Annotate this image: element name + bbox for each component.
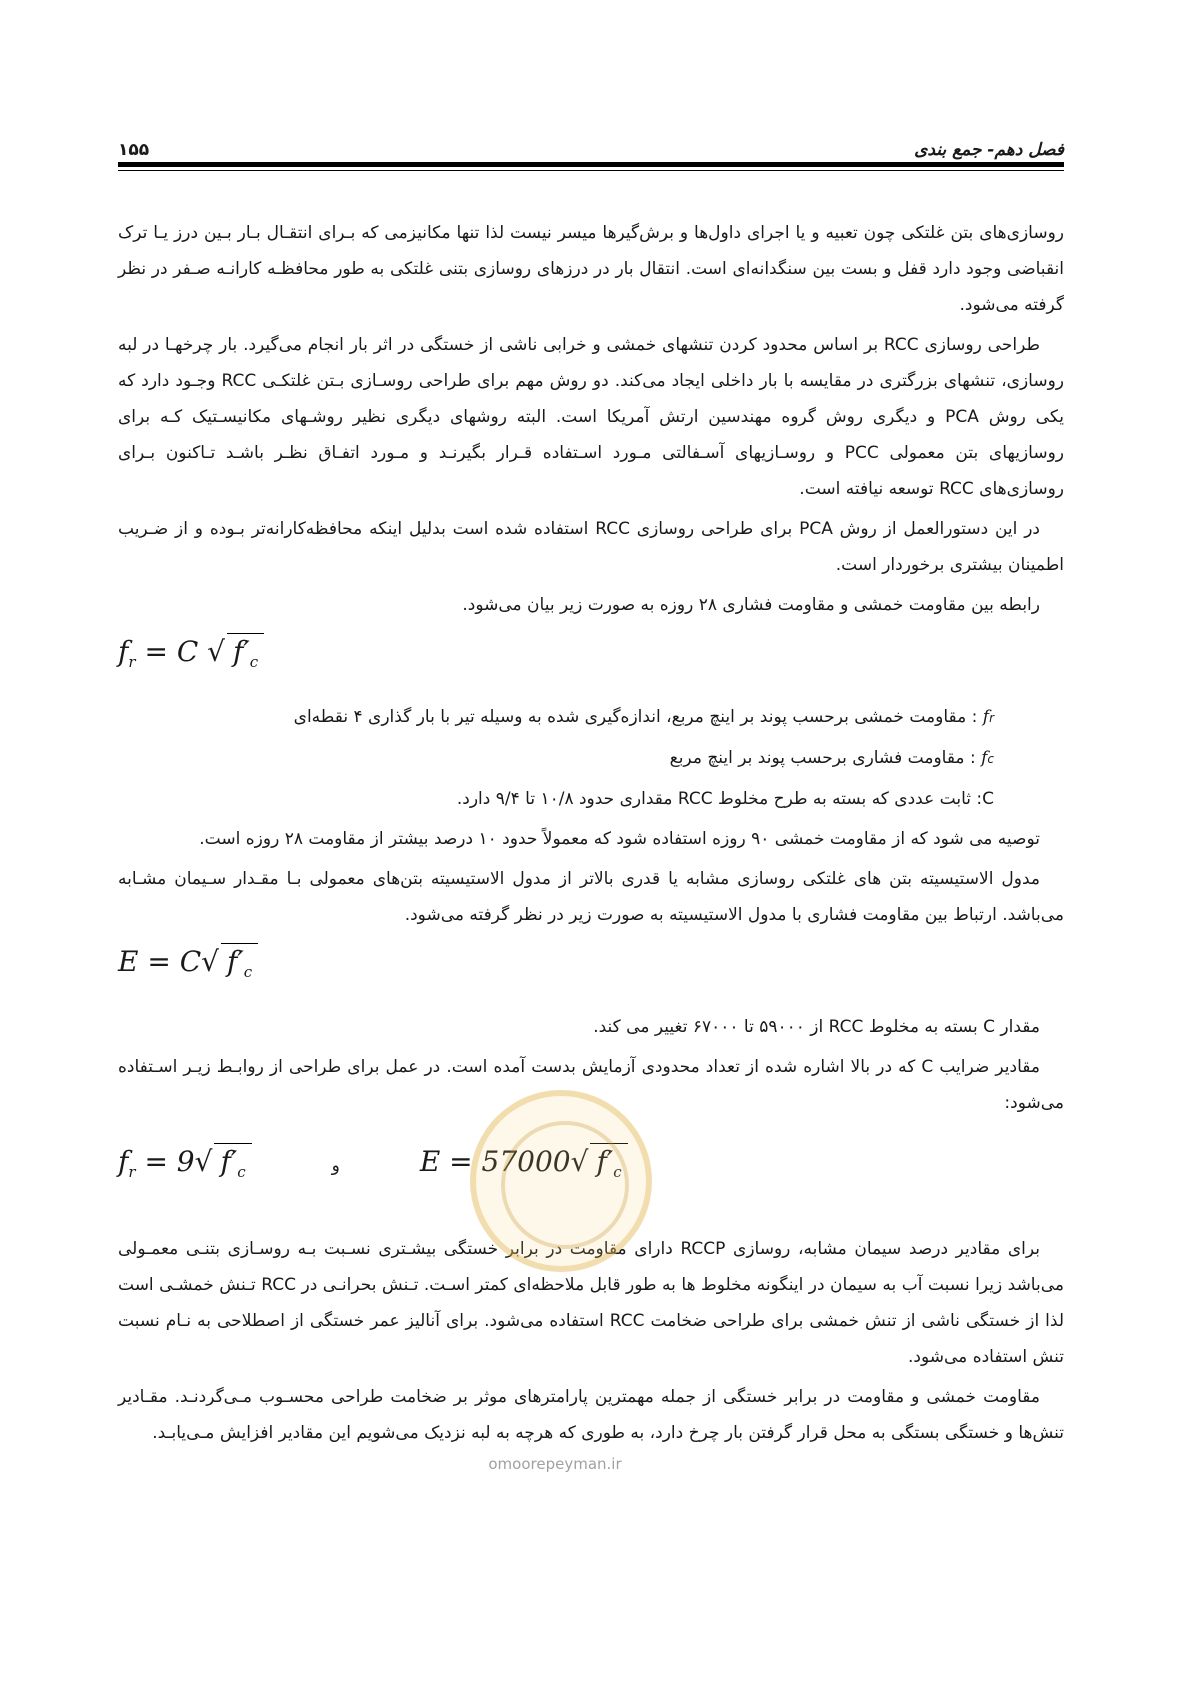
definition-c: C: ثابت عددی که بسته به طرح مخلوط RCC مقداری حدود ۱۰/۸ تا ۹/۴ دارد. <box>456 789 994 809</box>
paragraph: برای مقادیر درصد سیمان مشابه، روسازی RCCP دارای مقاومت در برابر خستگی بیشـتری نسـبت بـه روسـازی بتنـی معمـولی می‌باشد زیرا نسبت آب به سیمان در اینگونه مخلوط ها به طور قابل ملاحظه‌ای کمتر اسـت. تـنش بحرانـی در RCC تـنش خمشـی است لذا از خستگی ناشی از تنش خمشی برای طراحی ضخامت RCC استفاده می‌شود. برای آنالیز عمر خستگی از اصطلاحی به نـام نسبت تنش استفاده می‌شود. <box>118 1239 1065 1367</box>
page-body <box>118 215 1064 1455</box>
paragraph: رابطه بین مقاومت خمشی و مقاومت فشاری ۲۸ روزه به صورت زیر بیان می‌شود. <box>462 595 1040 615</box>
watermark-text: omoorepeyman.ir <box>488 1455 622 1473</box>
equation-fr-design: $f_r = 9√$ $f'_c$ <box>118 1143 252 1190</box>
header-rule-thick <box>118 162 1064 167</box>
chapter-title: فصل دهم- جمع بندی <box>914 140 1064 160</box>
definition-fc: fc : مقاومت فشاری برحسب پوند بر اینچ مربع <box>669 748 994 768</box>
equation-flexural-strength: $f_r = C$ √ $f'_c$ <box>118 633 1064 683</box>
paragraph: مقاومت خمشی و مقاومت در برابر خستگی از جمله مهمترین پارامترهای موثر بر ضخامت طراحی محسـوب مـی‌گردنـد. مقـادیر تنش‌ها و خستگی بستگی به محل قرار گرفتن بار چرخ دارد، به طوری که هرچه به لبه نزدیک می‌شویم این مقادیر افزایش مـی‌یابـد. <box>118 1387 1064 1443</box>
definition-fr: fr : مقاومت خمشی برحسب پوند بر اینچ مربع، اندازه‌گیری شده به وسیله تیر با بار گذاری ۴ نقطه‌ای <box>293 707 994 727</box>
seal-logo-icon <box>470 1090 652 1272</box>
paragraph: مقادیر ضرایب C که در بالا اشاره شده از تعداد محدودی آزمایش بدست آمده است. در عمل برای طراحی از روابـط زیـر اسـتفاده می‌شود: <box>118 1057 1064 1113</box>
header-rule-thin <box>118 170 1064 171</box>
paragraph: در این دستورالعمل از روش PCA برای طراحی روسازی RCC استفاده شده است بدلیل اینکه محافظه‌کارانه‌تر بـوده و از ضـریب اطمینان بیشتری برخوردار است. <box>118 519 1064 575</box>
paragraph: روسازی‌های بتن غلتکی چون تعبیه و یا اجرای داول‌ها و برش‌گیرها میسر نیست لذا تنها مکانیزمی که بـرای انتقـال بـار بـین درز یـا ترک انقباضی وجود دارد قفل و بست بین سنگدانه‌ای است. انتقال بار در درزهای روسازی بتنی غلتکی به طور محافظـه کارانـه صـفر در نظر گرفته می‌شود. <box>118 223 1064 315</box>
paragraph: مدول الاستیسیته بتن های غلتکی روسازی مشابه یا قدری بالاتر از مدول الاستیسیته بتن‌های معمولی بـا مقـدار سـیمان مشـابه می‌باشد. ارتباط بین مقاومت فشاری با مدول الاستیسیته به صورت زیر در نظر گرفته می‌شود. <box>118 869 1064 925</box>
equation-modulus: E = C√ $f'_c$ <box>118 943 1064 993</box>
equation-conjunction: و <box>331 1156 340 1176</box>
page-number: ۱۵۵ <box>118 140 150 160</box>
page-header <box>118 128 1064 160</box>
paragraph: طراحی روسازی RCC بر اساس محدود کردن تنشهای خمشی و خرابی ناشی از خستگی در اثر بار انجام می‌گیرد. بار چرخهـا در لبه روسازی، تنشهای بزرگتری در مقایسه با بار داخلی ایجاد می‌کند. دو روش مهم برای طراحی روسـازی بـتن غلتکـی RCC وجـود دارد که یکی روش PCA و دیگری روش گروه مهندسین ارتش آمریکا است. البته روشهای دیگری نظیر روشـهای مکانیسـتیک کـه برای روسازیهای بتن معمولی PCC و روسـازیهای آسـفالتی مـورد اسـتفاده قـرار بگیرنـد و مـورد اتفـاق نظـر باشـد تـاکنون بـرای روسازی‌های RCC توسعه نیافته است. <box>118 335 1065 499</box>
equation-e-design: E = 57000√ $f'_c$ <box>420 1143 628 1190</box>
paragraph: مقدار C بسته به مخلوط RCC از ۵۹۰۰۰ تا ۶۷۰۰۰ تغییر می کند. <box>593 1017 1040 1037</box>
paragraph: توصیه می شود که از مقاومت خمشی ۹۰ روزه استفاده شود که معمولاً حدود ۱۰ درصد بیشتر از مقاومت ۲۸ روزه است. <box>199 829 1040 849</box>
seal-inner-ring <box>501 1121 629 1249</box>
